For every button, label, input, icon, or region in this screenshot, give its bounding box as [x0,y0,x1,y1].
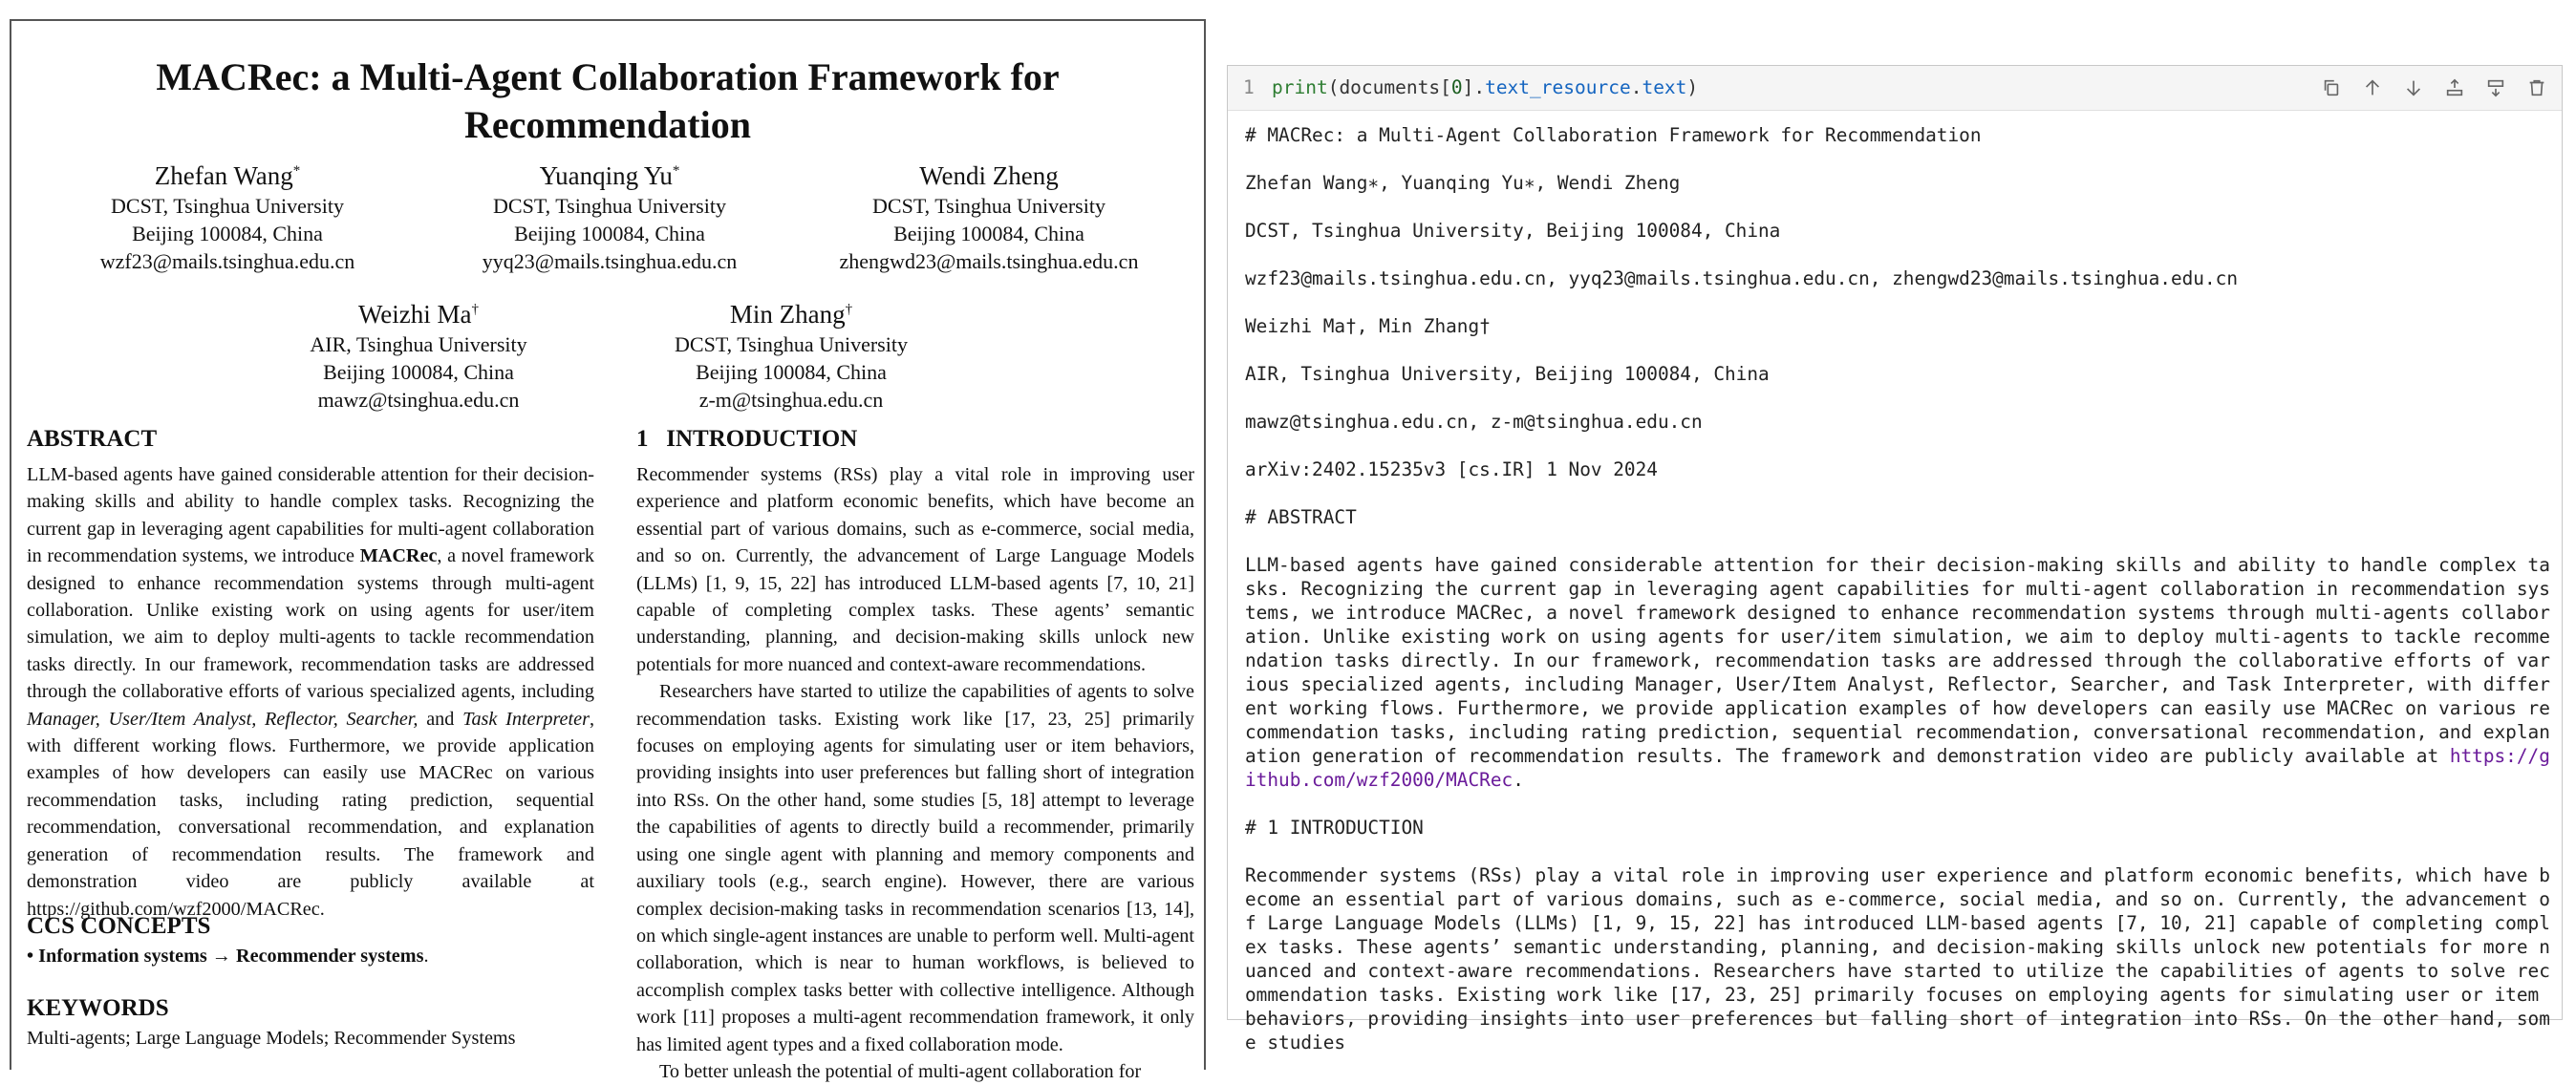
author-email: z-m@tsinghua.edu.cn [698,388,884,412]
author-mark: † [471,302,480,317]
intro-paragraph: Researchers have started to utilize the capabilities of agents to solve recommendation tasks. Existing work like [17, 23, 25] primarily focuses on employing agents for simulating user or item behaviors, providing insights into user preferences but falling short of integration into RSs. On the other hand, some studies [5, 18] attempt to leverage the capabilities of agents to directly build a recommender, primarily using one single agent with planning and memory components and auxiliary tools (e.g., search engine). However, there are various complex decision-making tasks in recommendation scenarios [13, 14], on which single-agent instances are unable to perform well. Multi-agent collaboration, which is near to human workflows, is believed to accomplish complex tasks better with collective intelligence. Although work [11] proposes a multi-agent recommendation framework, it only has limited agent types and a fixed collaboration mode. [636,681,1194,1055]
insert-above-icon[interactable] [2442,75,2466,99]
keywords-heading: KEYWORDS [27,995,169,1021]
output-line: DCST, Tsinghua University, Beijing 100084, China [1245,220,1781,242]
output-line: arXiv:2402.15235v3 [cs.IR] 1 Nov 2024 [1245,458,1658,480]
ccs-heading: CCS CONCEPTS [27,913,211,939]
output-line: # MACRec: a Multi-Agent Collaboration Framework for Recommendation [1245,124,1982,146]
output-line: mawz@tsinghua.edu.cn, z-m@tsinghua.edu.cn [1245,411,1703,433]
paper-title-line1: MACRec: a Multi-Agent Collaboration Framework for [156,55,1060,98]
keywords-text: Multi-agents; Large Language Models; Recommender Systems [27,1028,516,1049]
introduction-text [636,461,1194,1085]
abstract-heading: ABSTRACT [27,426,158,452]
output-line: Recommender systems (RSs) play a vital role in improving user experience and platform economic benefits, which have become an essential part of various domains, such as e-commerce, social media, and so on. Currently, the advancement of Large Language Models (LLMs) [1, 9, 15, 22] has introduced LLM-based agents [7, 10, 21] capable of completing complex tasks. These agents’ semantic understanding, planning, and decision-making skills unlock new potentials for more nuanced and context-aware recommendations. Researchers have started to utilize the capabilities of agents to solve recommendation tasks. Existing work like [17, 23, 25] primarily focuses on employing agents for simulating user or item behaviors, providing insights into user preferences but falling short of integration into RSs. On the other hand, some studies [1245,864,2550,1053]
abstract-text: LLM-based agents have gained considerable attention for their decision-making skills and ability to handle complex tasks. Recognizing the current gap in leveraging agent capabilities for multi-agent collaboration in recommendation systems, we introduce MACRec, a novel framework designed to enhance recommendation systems through multi-agent collaboration. Unlike existing work on using agents for user/item simulation, we aim to deploy multi-agents to tackle recommendation tasks directly. In our framework, recommendation tasks are addressed through the collaborative efforts of various specialized agents, including Manager, User/Item Analyst, Reflector, Searcher, and Task Interpreter, with different working flows. Furthermore, we provide application examples of how developers can easily use MACRec on various recommendation tasks, including rating prediction, sequential recommendation, conversational recommendation, and explanation generation of recommendation results. The framework and demonstration video are publicly available at https://github.com/wzf2000/MACRec. [27,464,594,920]
github-link[interactable]: https://github.com/wzf2000/MACRec [1245,745,2550,791]
author-name: Yuanqing Yu [539,161,673,190]
author-name: Zhefan Wang [154,161,293,190]
author-dept: DCST, Tsinghua University [675,332,908,356]
author-block [798,155,1180,275]
output-line: wzf23@mails.tsinghua.edu.cn, yyq23@mails.tsinghua.edu.cn, zhengwd23@mails.tsinghua.edu.cn [1245,267,2238,289]
author-block [600,293,982,414]
author-mark: * [672,163,680,179]
cell-output [1245,123,2550,1078]
author-name: Weizhi Ma [357,300,472,329]
insert-below-icon[interactable] [2483,75,2507,99]
intro-paragraph: To better unleash the potential of multi-agent collaboration for [659,1060,1142,1082]
author-mark: † [845,302,853,317]
line-number: 1 [1243,76,1255,98]
output-line: Zhefan Wang∗, Yuanqing Yu∗, Wendi Zheng [1245,172,1681,194]
author-email: yyq23@mails.tsinghua.edu.cn [482,249,738,273]
pdf-page [10,19,1206,1082]
output-line: LLM-based agents have gained considerable attention for their decision-making skills and ability to handle complex tasks. Recognizing the current gap in leveraging agent capabilities for multi-agent collaboration in recommendation systems, we introduce MACRec, a novel framework designed to enhance recommendation systems through multi-agents collaboration. Unlike existing work on using agents for user/item simulation, we aim to deploy multi-agents to tackle recommendation tasks directly. In our framework, recommendation tasks are addressed through the collaborative efforts of various specialized agents, including Manager, User/Item Analyst, Reflector, Searcher, and Task Interpreter, with different working flows. Furthermore, we provide application examples of how developers can easily use MACRec on various recommendation tasks, including rating prediction, sequential recommendation, conversational recommendation, and explanation generation of recommendation results. The framework and demonstration video are publicly available at https://github.com/wzf2000/MACRec. [1245,554,2550,791]
paper-title [11,53,1204,149]
author-mark: * [292,163,301,179]
author-address: Beijing 100084, China [323,360,514,384]
author-block [227,293,610,414]
author-address: Beijing 100084, China [893,222,1084,245]
cell-toolbar [2319,75,2548,100]
author-address: Beijing 100084, China [132,222,323,245]
paper-title-line2: Recommendation [464,103,751,146]
author-dept: DCST, Tsinghua University [111,194,344,218]
author-email: wzf23@mails.tsinghua.edu.cn [99,249,355,273]
author-dept: AIR, Tsinghua University [310,332,527,356]
author-address: Beijing 100084, China [696,360,887,384]
introduction-heading: 1 INTRODUCTION [636,426,858,452]
ccs-concepts: • Information systems → Recommender systems. [27,946,429,967]
output-line: # 1 INTRODUCTION [1245,817,1424,839]
arrow-down-icon[interactable] [2401,75,2425,99]
arrow-up-icon[interactable] [2360,75,2384,99]
code-line[interactable]: print(documents[0].text_resource.text) [1272,76,1699,98]
intro-paragraph: Recommender systems (RSs) play a vital role in improving user experience and platform economic benefits, which have become an essential part of various domains, such as e-commerce, social media, and so on. Currently, the advancement of Large Language Models (LLMs) [1, 9, 15, 22] has introduced LLM-based agents [7, 10, 21] capable of completing complex tasks. These agents’ semantic understanding, planning, and decision-making skills unlock new potentials for more nuanced and context-aware recommendations. [636,464,1194,675]
author-email: zhengwd23@mails.tsinghua.edu.cn [839,249,1139,273]
cell-input[interactable] [1228,66,2562,111]
author-name: Wendi Zheng [919,161,1059,190]
output-line: # ABSTRACT [1245,506,1357,528]
author-name: Min Zhang [729,300,846,329]
output-line: Weizhi Ma†, Min Zhang† [1245,315,1491,337]
author-dept: DCST, Tsinghua University [493,194,726,218]
delete-icon[interactable] [2524,75,2548,99]
author-address: Beijing 100084, China [514,222,705,245]
author-dept: DCST, Tsinghua University [872,194,1106,218]
author-block [36,155,419,275]
copy-icon[interactable] [2319,75,2343,99]
author-email: mawz@tsinghua.edu.cn [317,388,520,412]
notebook-cell[interactable] [1227,65,2563,1053]
author-block [419,155,801,275]
output-line: AIR, Tsinghua University, Beijing 100084, China [1245,363,1770,385]
